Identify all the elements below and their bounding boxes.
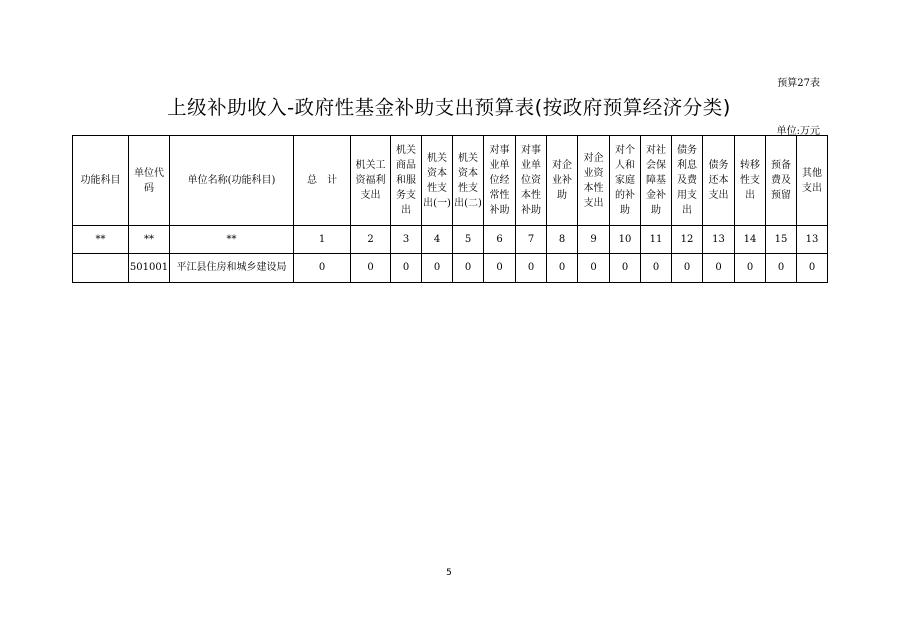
column-header-label: 对事业单位经常性补助 [489, 145, 510, 216]
column-header [547, 136, 578, 226]
table-cell: 0 [610, 254, 641, 283]
index-cell: 2 [351, 226, 391, 254]
column-header-label: 机关资本性支出(二) [454, 152, 482, 209]
column-header [391, 136, 422, 226]
index-cell: 9 [578, 226, 610, 254]
index-cell: 1 [294, 226, 351, 254]
column-header-label: 机关工资福利支出 [355, 160, 386, 201]
column-header [610, 136, 641, 226]
column-header [516, 136, 547, 226]
index-cell: 7 [516, 226, 547, 254]
index-cell: 15 [766, 226, 797, 254]
document-title: 上级补助收入-政府性基金补助支出预算表(按政府预算经济分类) [167, 96, 731, 119]
table-cell: 0 [391, 254, 422, 283]
table-cell: 0 [641, 254, 672, 283]
index-cell: 13 [797, 226, 828, 254]
column-header [766, 136, 797, 226]
column-header [351, 136, 391, 226]
table-cell: 501001 [129, 254, 170, 283]
table-body [73, 226, 828, 283]
table-cell [73, 254, 129, 283]
column-header [735, 136, 766, 226]
header-row [73, 136, 828, 226]
column-header-label: 机关资本性支出(一) [423, 152, 451, 209]
table-cell: 0 [547, 254, 578, 283]
index-cell: 5 [453, 226, 484, 254]
table-number: 预算27表 [777, 78, 820, 89]
table-cell: 0 [294, 254, 351, 283]
column-header [672, 136, 703, 226]
table-row [73, 254, 828, 283]
index-cell: 4 [422, 226, 453, 254]
column-header-label: 单位代码 [134, 167, 164, 194]
column-header-label: 对社会保障基金补助 [646, 145, 666, 216]
index-cell: ** [170, 226, 294, 254]
index-cell: 11 [641, 226, 672, 254]
unit-label: 单位:万元 [776, 126, 820, 137]
table-cell: 0 [422, 254, 453, 283]
index-cell: 12 [672, 226, 703, 254]
column-header [129, 136, 170, 226]
column-header-label: 对企业补助 [552, 160, 572, 201]
table-cell: 0 [766, 254, 797, 283]
column-header [453, 136, 484, 226]
table-cell: 0 [516, 254, 547, 283]
table-cell: 0 [351, 254, 391, 283]
column-header-label: 对个人和家庭的补助 [615, 145, 635, 216]
column-header-label: 功能科目 [80, 175, 121, 186]
column-header [641, 136, 672, 226]
index-cell: 3 [391, 226, 422, 254]
column-header-label: 转移性支出 [740, 160, 760, 201]
column-header-label: 债务利息及费用支出 [677, 145, 697, 216]
index-cell: ** [129, 226, 170, 254]
budget-table [72, 135, 828, 283]
table-cell: 0 [453, 254, 484, 283]
table-cell: 0 [672, 254, 703, 283]
column-header [294, 136, 351, 226]
table-cell: 平江县住房和城乡建设局 [170, 254, 294, 283]
table-cell: 0 [578, 254, 610, 283]
column-header-label: 债务还本支出 [708, 160, 729, 201]
column-header-label: 其他支出 [802, 167, 822, 194]
table-cell: 0 [703, 254, 735, 283]
column-header-label: 机关商品和服务支出 [396, 145, 416, 216]
column-header-label: 对事业单位资本性补助 [521, 145, 541, 216]
table-cell: 0 [797, 254, 828, 283]
index-cell: 10 [610, 226, 641, 254]
page-number: 5 [446, 568, 452, 578]
column-header-label: 总 计 [307, 175, 337, 186]
column-header [422, 136, 453, 226]
column-header [73, 136, 129, 226]
index-cell: 8 [547, 226, 578, 254]
column-header [797, 136, 828, 226]
column-header-label: 对企业资本性支出 [583, 152, 604, 209]
column-header [170, 136, 294, 226]
column-header [578, 136, 610, 226]
column-header [484, 136, 516, 226]
table-header [73, 136, 828, 226]
column-header-label: 预备费及预留 [771, 160, 791, 201]
table-cell: 0 [484, 254, 516, 283]
index-cell: 6 [484, 226, 516, 254]
index-row [73, 226, 828, 254]
index-cell: ** [73, 226, 129, 254]
index-cell: 13 [703, 226, 735, 254]
table-cell: 0 [735, 254, 766, 283]
column-header-label: 单位名称(功能科目) [187, 175, 276, 186]
column-header [703, 136, 735, 226]
index-cell: 14 [735, 226, 766, 254]
